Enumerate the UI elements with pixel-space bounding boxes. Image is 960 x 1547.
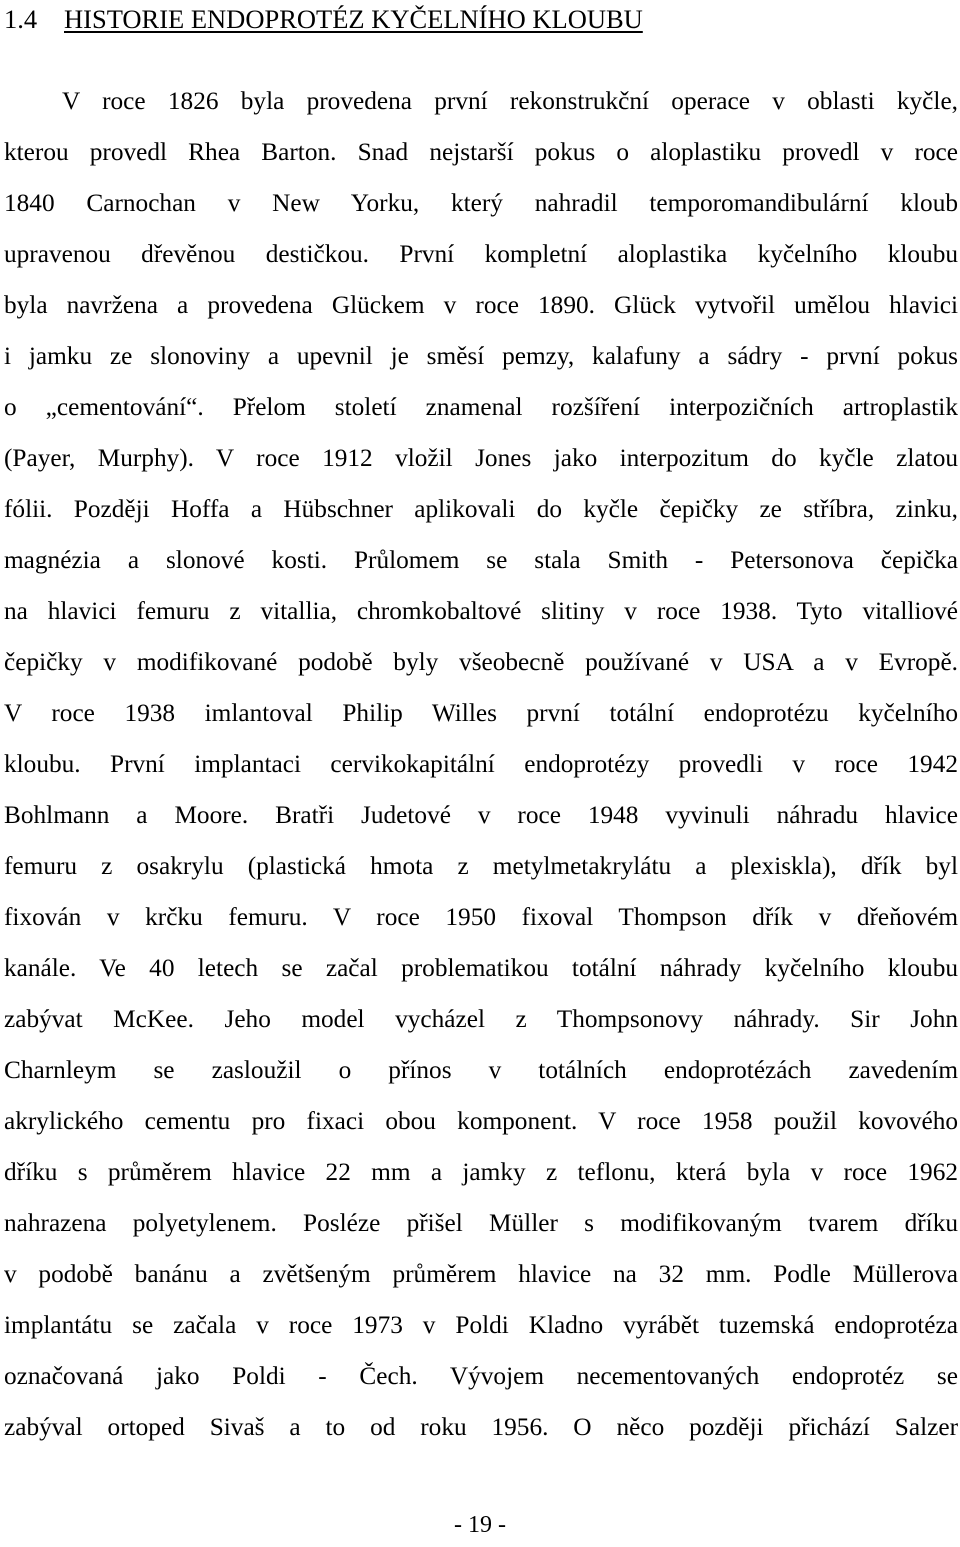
paragraph-line: akrylického cementu pro fixaci obou komponent. V roce 1958 použil kovového bbox=[4, 1107, 958, 1135]
page-number: - 19 - bbox=[454, 1512, 506, 1538]
section-number: 1.4 bbox=[4, 4, 38, 34]
paragraph-line: na hlavici femuru z vitallia, chromkobaltové slitiny v roce 1938. Tyto vitalliové bbox=[4, 597, 958, 625]
paragraph-line: femuru z osakrylu (plastická hmota z metylmetakrylátu a plexiskla), dřík byl bbox=[4, 852, 958, 880]
paragraph-line: kloubu. První implantaci cervikokapitální endoprotézy provedli v roce 1942 bbox=[4, 750, 958, 778]
paragraph-line: v podobě banánu a zvětšeným průměrem hlavice na 32 mm. Podle Müllerova bbox=[4, 1260, 958, 1288]
paragraph-line: Bohlmann a Moore. Bratři Judetové v roce 1948 vyvinuli náhradu hlavice bbox=[4, 801, 958, 829]
paragraph-line: kanále. Ve 40 letech se začal problematikou totální náhrady kyčelního kloubu bbox=[4, 954, 958, 982]
section-heading bbox=[4, 2, 643, 36]
paragraph-line: o „cementování“. Přelom století znamenal rozšíření interpozičních artroplastik bbox=[4, 393, 958, 421]
paragraph-line: implantátu se začala v roce 1973 v Poldi Kladno vyrábět tuzemská endoprotéza bbox=[4, 1311, 958, 1339]
paragraph-line: zabýval ortoped Sivaš a to od roku 1956. O něco později přichází Salzer bbox=[4, 1413, 958, 1441]
paragraph-line: V roce 1938 imlantoval Philip Willes první totální endoprotézu kyčelního bbox=[4, 699, 958, 727]
paragraph-line: fólii. Později Hoffa a Hübschner aplikovali do kyčle čepičky ze stříbra, zinku, bbox=[4, 495, 958, 523]
paragraph-line: i jamku ze slonoviny a upevnil je směsí pemzy, kalafuny a sádry - první pokus bbox=[4, 342, 958, 370]
paragraph-line: čepičky v modifikované podobě byly všeobecně používané v USA a v Evropě. bbox=[4, 648, 958, 676]
paragraph-line: magnézia a slonové kosti. Průlomem se stala Smith - Petersonova čepička bbox=[4, 546, 958, 574]
paragraph-line: (Payer, Murphy). V roce 1912 vložil Jones jako interpozitum do kyčle zlatou bbox=[4, 444, 958, 472]
paragraph-line: nahrazena polyetylenem. Posléze přišel Müller s modifikovaným tvarem dříku bbox=[4, 1209, 958, 1237]
paragraph-line: upravenou dřevěnou destičkou. První kompletní aloplastika kyčelního kloubu bbox=[4, 240, 958, 268]
section-title: HISTORIE ENDOPROTÉZ KYČELNÍHO KLOUBU bbox=[64, 4, 643, 34]
paragraph-line: byla navržena a provedena Glückem v roce 1890. Glück vytvořil umělou hlavici bbox=[4, 291, 958, 319]
paragraph-line: 1840 Carnochan v New Yorku, který nahradil temporomandibulární kloub bbox=[4, 189, 958, 217]
paragraph-line: kterou provedl Rhea Barton. Snad nejstarší pokus o aloplastiku provedl v roce bbox=[4, 138, 958, 166]
paragraph-line: dříku s průměrem hlavice 22 mm a jamky z teflonu, která byla v roce 1962 bbox=[4, 1158, 958, 1186]
paragraph-line: Charnleym se zasloužil o přínos v totálních endoprotézách zavedením bbox=[4, 1056, 958, 1084]
paragraph-line: zabývat McKee. Jeho model vycházel z Thompsonovy náhrady. Sir John bbox=[4, 1005, 958, 1033]
paragraph-line: označovaná jako Poldi - Čech. Vývojem necementovaných endoprotéz se bbox=[4, 1362, 958, 1390]
body-paragraph bbox=[4, 76, 958, 1453]
paragraph-line: V roce 1826 byla provedena první rekonstrukční operace v oblasti kyčle, bbox=[62, 87, 958, 115]
paragraph-line: fixován v krčku femuru. V roce 1950 fixoval Thompson dřík v dřeňovém bbox=[4, 903, 958, 931]
